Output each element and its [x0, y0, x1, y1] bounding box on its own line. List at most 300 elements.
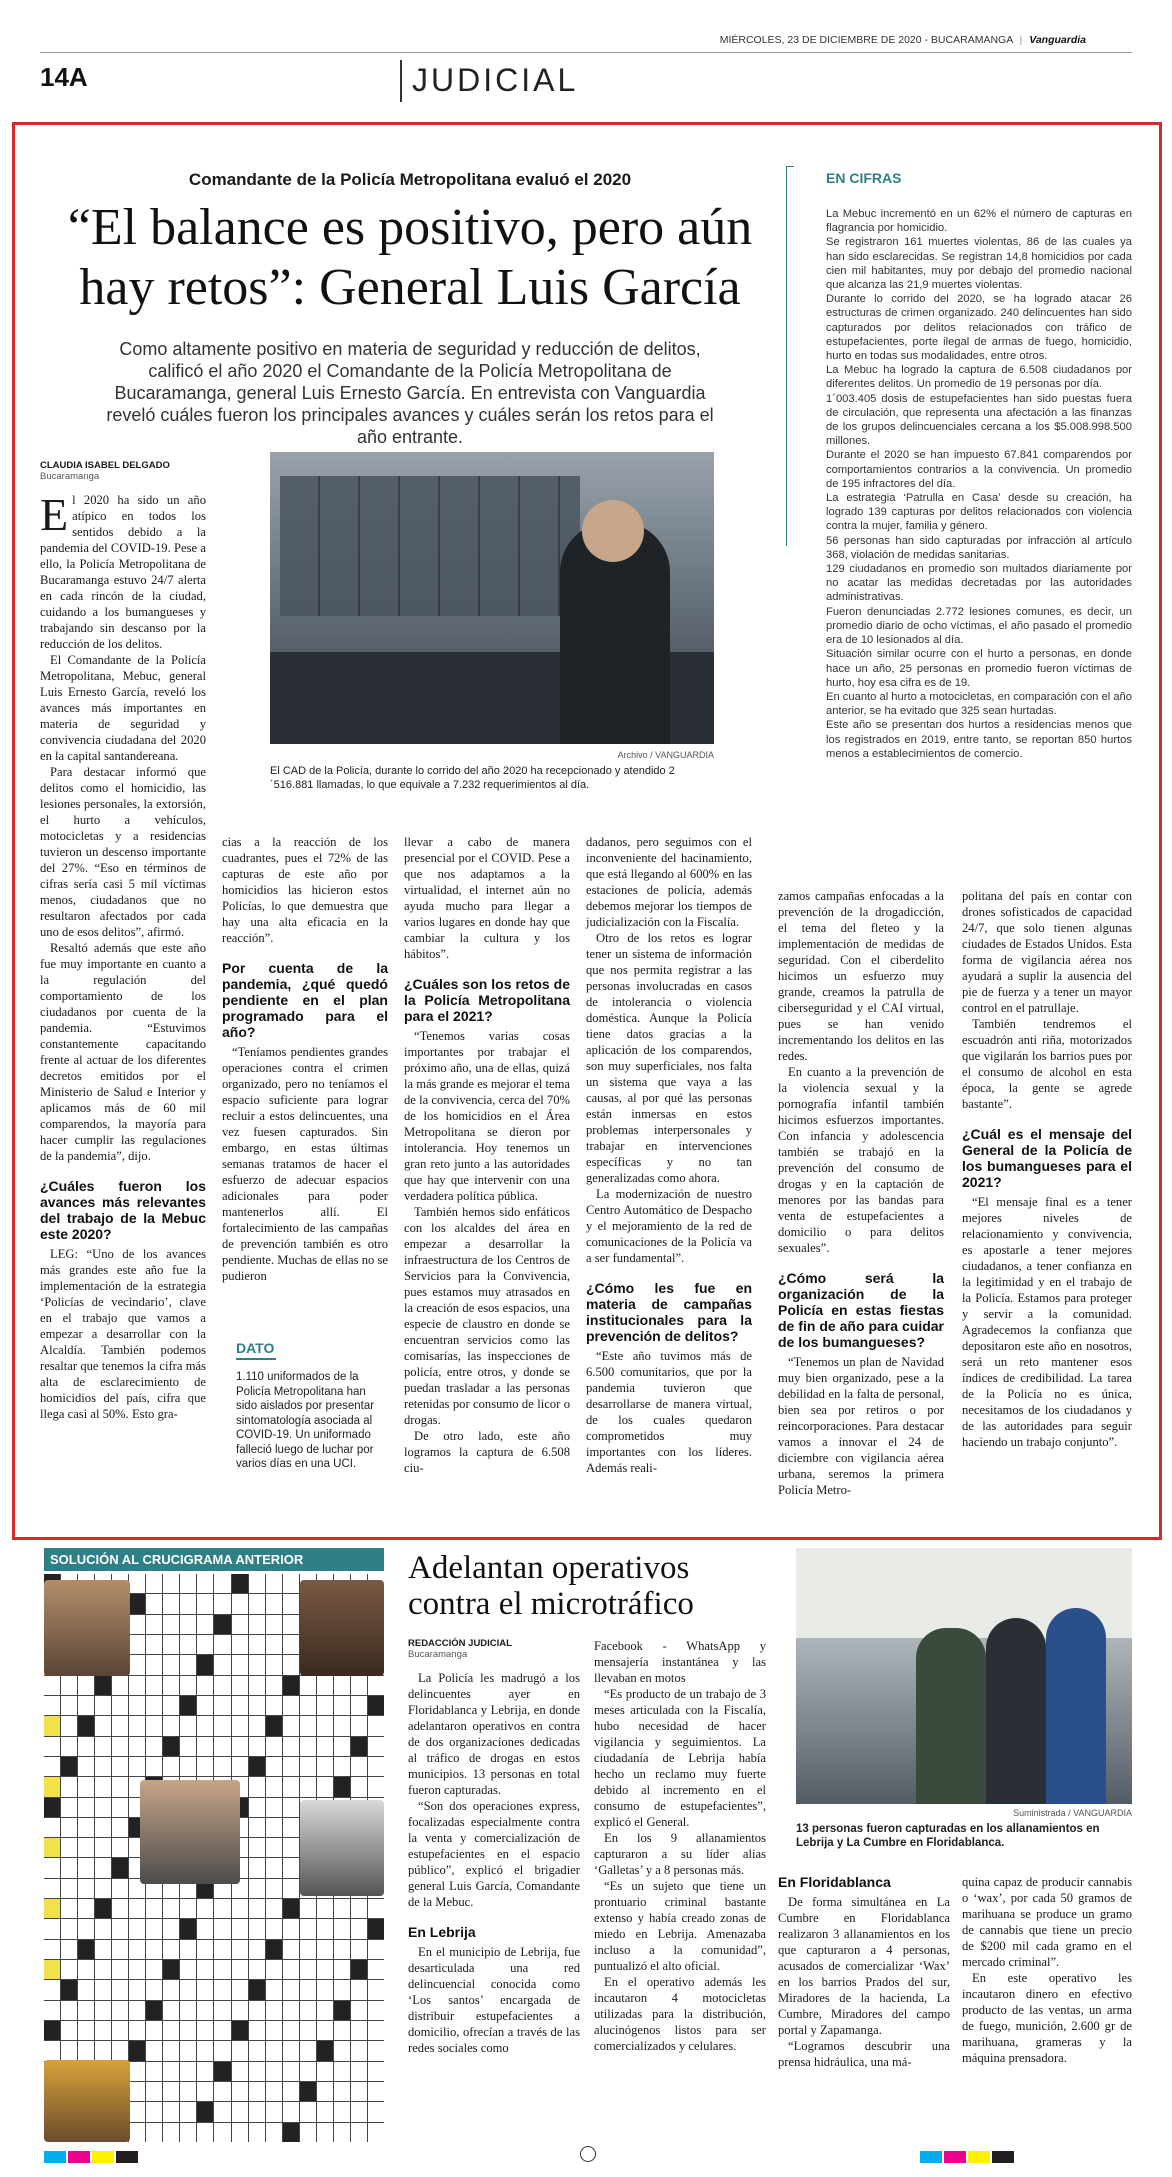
crossword-cell — [197, 1940, 213, 1959]
crossword-cell — [44, 2001, 60, 2020]
crossword-cell — [334, 1696, 350, 1715]
crossword-cell — [95, 1899, 111, 1918]
crossword-cell — [232, 1980, 248, 1999]
section-divider — [400, 60, 402, 102]
crossword-cell — [78, 1676, 94, 1695]
crossword-cell — [146, 2082, 162, 2101]
crossword-cell — [283, 1899, 299, 1918]
dato-rule — [236, 1358, 276, 1360]
crossword-cell — [249, 1798, 265, 1817]
crossword-cell — [368, 2001, 384, 2020]
crossword-cell — [146, 1696, 162, 1715]
crossword-cell — [317, 2041, 333, 2060]
crossword-cell — [197, 1919, 213, 1938]
crossword-cell — [112, 1838, 128, 1857]
crossword-cell — [334, 2082, 350, 2101]
crossword-cell — [163, 2123, 179, 2142]
article-column-5 — [778, 888, 944, 1498]
crossword-cell — [44, 1798, 60, 1817]
crossword-cell — [61, 2001, 77, 2020]
crossword-cell — [249, 2082, 265, 2101]
crossword-cell — [317, 2021, 333, 2040]
crossword-cell — [180, 1696, 196, 1715]
crossword-cell — [163, 1980, 179, 1999]
crossword-cell — [232, 2041, 248, 2060]
cifras-item: La Mebuc ha logrado la captura de 6.508 ciudadanos por diferentes delitos. Un promedio de 19 personas por día. — [826, 364, 1132, 391]
crossword-cell — [266, 2062, 282, 2081]
paragraph: “Teníamos pendientes grandes operaciones contra el crimen organizado, pero no teníamos el espacio suficiente para lograr recluir a estos delincuentes, una vez fuesen capturados. Sin embargo, en estas últimas semanas tratamos de hacer el esfuerzo de adecuar espacios adicionales para poder mantenerlos allí. El fortalecimiento de las campañas de prevención también es otro pendiente. Muchas de ellas no se pudieron — [222, 1045, 388, 1283]
crossword-cell — [44, 1696, 60, 1715]
crossword-cell — [44, 2021, 60, 2040]
officer-1 — [916, 1628, 986, 1804]
crossword-cell — [78, 1980, 94, 1999]
crossword-cell — [129, 1960, 145, 1979]
crossword-cell — [249, 1696, 265, 1715]
crossword-cell — [283, 1655, 299, 1674]
paragraph: Facebook - WhatsApp y mensajería instantánea y las llevaban en motos — [594, 1639, 766, 1685]
crossword-cell — [112, 2041, 128, 2060]
crossword-cell — [300, 1757, 316, 1776]
crossword-cell — [61, 1696, 77, 1715]
crossword-cell — [129, 2041, 145, 2060]
crossword-cell — [249, 1594, 265, 1613]
crossword-cell — [317, 1696, 333, 1715]
crossword-cell — [283, 1594, 299, 1613]
crossword-cell — [368, 1757, 384, 1776]
crossword-cell — [146, 1980, 162, 1999]
crossword-cell — [180, 1960, 196, 1979]
color-registration-left — [44, 2150, 140, 2168]
crossword-cell — [197, 1716, 213, 1735]
crossword-cell — [300, 2041, 316, 2060]
crossword-cell — [283, 1838, 299, 1857]
crossword-cell — [129, 1635, 145, 1654]
crossword-cell — [129, 1716, 145, 1735]
crossword-cell — [44, 1980, 60, 1999]
main-photo-credit: Archivo / VANGUARDIA — [617, 750, 714, 760]
dateline: MIÉRCOLES, 23 DE DICIEMBRE DE 2020 - BUCARAMANGA | Vanguardia — [719, 34, 1086, 46]
crossword-cell — [283, 2001, 299, 2020]
crossword-cell — [283, 1676, 299, 1695]
crossword-cell — [129, 1919, 145, 1938]
crossword-cell — [266, 1777, 282, 1796]
crossword-cell — [283, 2062, 299, 2081]
crossword-cell — [95, 1818, 111, 1837]
crossword-cell — [283, 1858, 299, 1877]
crossword-cell — [78, 1879, 94, 1898]
crossword-cell — [44, 2041, 60, 2060]
main-photo-caption: El CAD de la Policía, durante lo corrido del año 2020 ha recepcionado y atendido 2´516.881 llamadas, lo que equivale a 7.232 requerimientos al día. — [270, 765, 675, 791]
crossword-cell — [334, 2001, 350, 2020]
crossword-cell — [197, 1757, 213, 1776]
second-column-2 — [594, 1638, 766, 2054]
crossword-cell — [283, 1940, 299, 1959]
crossword-cell — [95, 1696, 111, 1715]
paragraph: En este operativo les incautaron dinero en efectivo producto de las ventas, un arma de fuego, munición, 2.600 gr de marihuana, grameras y la máquina prensadora. — [962, 1971, 1132, 2065]
crossword-cell — [78, 1858, 94, 1877]
crossword-cell — [232, 1615, 248, 1634]
crossword-cell — [78, 1940, 94, 1959]
crossword-cell — [214, 2082, 230, 2101]
crossword-cell — [129, 1574, 145, 1593]
cifras-item: Situación similar ocurre con el hurto a personas, en donde hace un año, 25 personas en promedio fueron víctimas de hurto, hoy esa cifra es de 19. — [826, 648, 1132, 689]
crossword-cell — [351, 2021, 367, 2040]
paragraph: “El mensaje final es a tener mejores niveles de relacionamiento y convivencia, es apostarle a tener mejores ciudadanos, a tener confianza en la legitimidad y en el trabajo de la Policía. Estamos para proteger y servir a la comunidad. Agradecemos la confianza que depositaron este año en nosotros, será un reto mantener esos índices de credibilidad. La tarea de la Policía no es única, necesitamos de los ciudadanos y de las autoridades para seguir haciendo un trabajo conjunto”. — [962, 1195, 1132, 1449]
cifras-item: Fueron denunciadas 2.772 lesiones comunes, es decir, un promedio diario de ocho víctimas, el año pasado el promedio era de 10 lesionados al día. — [826, 605, 1132, 647]
crossword-cell — [44, 1919, 60, 1938]
crossword-cell — [163, 1757, 179, 1776]
crossword-cell — [112, 1777, 128, 1796]
byline-name: CLAUDIA ISABEL DELGADO — [40, 460, 170, 471]
crossword-cell — [146, 1919, 162, 1938]
crossword-cell — [163, 2102, 179, 2121]
crossword-cell — [180, 1757, 196, 1776]
crossword-cell — [78, 1899, 94, 1918]
crossword-cell — [146, 1594, 162, 1613]
crossword-cell — [232, 2021, 248, 2040]
crossword-cell — [44, 1879, 60, 1898]
crossword-cell — [214, 1696, 230, 1715]
crossword-cell — [78, 1960, 94, 1979]
crossword-cell — [180, 1635, 196, 1654]
crossword-cell — [266, 1635, 282, 1654]
crossword-cell — [197, 1574, 213, 1593]
paragraph: También hemos sido enfáticos con los alcaldes del área en empezar a desarrollar la infraestructura de los Centros de Servicios para la Convivencia, pues estamos muy atrasados en la creación de esos espacios, una especie de claustro en donde se encuentran servicios como las comisarías, las inspecciones de policía, entre otros, y donde se puedan trasladar a las personas retenidas por consumo de licor o drogas. — [404, 1205, 570, 1427]
crossword-cell — [95, 1676, 111, 1695]
crossword-cell — [334, 1737, 350, 1756]
crossword-cell — [232, 1737, 248, 1756]
paragraph: Para destacar informó que delitos como el homicidio, las lesiones personales, la extorsión, el hurto a vehículos, motocicletas y a residencias tuvieron un descenso importante del 27%. “Eso en términos de cifras sería casi 5 mil víctimas menos, ciudadanos que no resultaron afectados por cada uno de esos delitos”, afirmó. — [40, 765, 206, 939]
crossword-cell — [214, 1655, 230, 1674]
dropcap: E — [40, 489, 69, 540]
crossword-cell — [283, 1757, 299, 1776]
officer-head — [582, 500, 644, 562]
crossword-cell — [44, 1940, 60, 1959]
crossword-cell — [214, 2102, 230, 2121]
crossword-cell — [368, 2102, 384, 2121]
crossword-cell — [214, 1960, 230, 1979]
crossword-cell — [351, 1737, 367, 1756]
crossword-cell — [180, 2021, 196, 2040]
crossword-cell — [214, 2123, 230, 2142]
crossword-cell — [334, 2102, 350, 2121]
crossword-cell — [266, 1574, 282, 1593]
crossword-cell — [163, 1574, 179, 1593]
crossword-cell — [283, 2123, 299, 2142]
crossword-cell — [180, 1716, 196, 1735]
second-column-4 — [962, 1874, 1132, 2066]
crossword-cell — [266, 2102, 282, 2121]
crossword-cell — [163, 1737, 179, 1756]
crossword-cell — [300, 1899, 316, 1918]
subhead-question: ¿Cómo les fue en materia de campañas institucionales para la prevención de delitos? — [586, 1280, 752, 1344]
crossword-cell — [368, 1777, 384, 1796]
crossword-cell — [317, 1777, 333, 1796]
crossword-cell — [197, 1676, 213, 1695]
crossword-cell — [232, 1635, 248, 1654]
crossword-cell — [334, 1757, 350, 1776]
crossword-cell — [249, 2001, 265, 2020]
crossword-cell — [163, 1940, 179, 1959]
paragraph: quina capaz de producir cannabis o ‘wax’, por cada 50 gramos de marihuana se produce un gramo de cannabis que tiene un precio de $200 mil cada gramo en el mercado criminal”. — [962, 1875, 1132, 1969]
crossword-cell — [95, 2041, 111, 2060]
crossword-cell — [266, 2021, 282, 2040]
crossword-cell — [300, 1919, 316, 1938]
crossword-cell — [146, 1716, 162, 1735]
crossword-cell — [249, 1757, 265, 1776]
crossword-cell — [317, 2102, 333, 2121]
crossword-cell — [214, 1737, 230, 1756]
crossword-cell — [78, 1696, 94, 1715]
article-column-3 — [404, 834, 570, 1476]
crossword-cell — [112, 1899, 128, 1918]
crossword-cell — [368, 1980, 384, 1999]
crossword-cell — [317, 1757, 333, 1776]
crossword-cell — [266, 2123, 282, 2142]
paragraph: llevar a cabo de manera presencial por el COVID. Pese a que nos adaptamos a la virtualidad, el internet aún no ayuda mucho para llegar a varios lugares en donde hay que cambiar la cultura y los hábitos”. — [404, 835, 570, 961]
crossword-cell — [334, 1899, 350, 1918]
crossword-cell — [197, 1655, 213, 1674]
crossword-cell — [95, 2001, 111, 2020]
crossword-cell — [61, 1960, 77, 1979]
dato-box — [236, 1340, 386, 1472]
crossword-cell — [249, 1879, 265, 1898]
crossword-cell — [180, 2041, 196, 2060]
crossword-cell — [78, 2041, 94, 2060]
crossword-cell — [351, 2062, 367, 2081]
headline: “El balance es positivo, pero aún hay retos”: General Luis García — [67, 199, 753, 316]
crossword-cell — [146, 2123, 162, 2142]
crossword-cell — [232, 1676, 248, 1695]
crossword-cell — [112, 1879, 128, 1898]
crossword-cell — [249, 1960, 265, 1979]
crossword-cell — [283, 1980, 299, 1999]
crossword-cell — [351, 2001, 367, 2020]
crossword-cell — [283, 1737, 299, 1756]
crossword-cell — [334, 1960, 350, 1979]
crossword-cell — [214, 2001, 230, 2020]
main-photo — [270, 452, 714, 744]
crossword-cell — [214, 1919, 230, 1938]
crossword-cell — [266, 1676, 282, 1695]
second-byline-name: REDACCIÓN JUDICIAL — [408, 1638, 512, 1649]
cifras-item: Este año se presentan dos hurtos a residencias menos que los registrados en 2019, entre tanto, se reportan 850 hurtos menos a establecimientos de comercio. — [826, 719, 1132, 760]
crossword-cell — [78, 1919, 94, 1938]
crossword-cell — [61, 2021, 77, 2040]
crossword-cell — [112, 2001, 128, 2020]
crossword-cell — [214, 2041, 230, 2060]
crossword-cell — [266, 1960, 282, 1979]
crossword-cell — [95, 1757, 111, 1776]
crossword-cell — [266, 1858, 282, 1877]
crossword-cell — [351, 1960, 367, 1979]
crossword-cell — [197, 1615, 213, 1634]
page-number: 14A — [40, 62, 88, 92]
cifras-item: Durante lo corrido del 2020, se ha logrado atacar 26 estructuras de crimen organizado. 240 delincuentes han sido capturados por delitos relacionados con tráfico de estupefacientes, porte ilegal de armas de fuego, homicidio, hurto en todas sus modalidades, entre otros. — [826, 293, 1132, 363]
crossword-cell — [249, 2041, 265, 2060]
crossword-photo-3 — [140, 1780, 240, 1884]
byline — [40, 460, 200, 482]
suspect — [1046, 1608, 1106, 1804]
video-wall — [280, 476, 580, 616]
paragraph: “Es producto de un trabajo de 3 meses articulada con la Fiscalía, hubo necesidad de hacer vigilancia y seguimientos. La ciudadanía de Lebrija había hecho un reclamo muy fuerte debido al incremento en el consumo de estupefacientes”, explicó el General. — [594, 1687, 766, 1829]
crossword-cell — [249, 1838, 265, 1857]
crossword-cell — [300, 1696, 316, 1715]
crossword-cell — [368, 1737, 384, 1756]
crossword-cell — [44, 1818, 60, 1837]
crossword-cell — [317, 2123, 333, 2142]
crossword-cell — [300, 1676, 316, 1695]
crossword-cell — [317, 1980, 333, 1999]
crossword-cell — [146, 2041, 162, 2060]
crossword-cell — [112, 1858, 128, 1877]
crossword-cell — [78, 1838, 94, 1857]
crossword-cell — [180, 1574, 196, 1593]
crossword-cell — [180, 1980, 196, 1999]
crossword-cell — [163, 1635, 179, 1654]
crossword-cell — [283, 1635, 299, 1654]
crossword-cell — [232, 2082, 248, 2101]
crossword-cell — [266, 1798, 282, 1817]
crossword-cell — [214, 2062, 230, 2081]
crossword-cell — [95, 1798, 111, 1817]
paragraph: En cuanto a la prevención de la violencia sexual y la pornografía infantil también hicimos esfuerzos importantes. Con infancia y adolescencia también se trabajó en la prevención del consumo de drogas y en la captación de menores por las bandas para venta de estupefacientes a domicilio o para delitos sexuales”. — [778, 1065, 944, 1255]
crossword-cell — [214, 1676, 230, 1695]
crossword-cell — [368, 1940, 384, 1959]
crossword-cell — [266, 1655, 282, 1674]
crossword-cell — [112, 1960, 128, 1979]
crossword-cell — [300, 1980, 316, 1999]
crossword-cell — [95, 1980, 111, 1999]
crossword-cell — [61, 1757, 77, 1776]
brand-logo: Vanguardia — [1029, 34, 1086, 46]
crossword-cell — [129, 1737, 145, 1756]
crossword-cell — [146, 2021, 162, 2040]
crossword-cell — [146, 1960, 162, 1979]
crossword-cell — [180, 1594, 196, 1613]
officer-2 — [986, 1618, 1046, 1804]
crossword-cell — [283, 2102, 299, 2121]
crossword-cell — [112, 1757, 128, 1776]
subhead-question: ¿Cuáles fueron los avances más relevantes del trabajo de la Mebuc este 2020? — [40, 1178, 206, 1242]
crossword-cell — [61, 1676, 77, 1695]
crossword-cell — [180, 1899, 196, 1918]
crossword-cell — [129, 1980, 145, 1999]
crossword-cell — [78, 2021, 94, 2040]
crossword-cell — [214, 1899, 230, 1918]
paragraph: zamos campañas enfocadas a la prevención de la drogadicción, el tema del fleteo y la implementación de medidas de seguridad. Con el ciberdelito hicimos un esfuerzo muy grande, creamos la patrulla de ciberseguridad y el CAI virtual, pues se han venido incrementando los delitos en las redes. — [778, 889, 944, 1063]
subhead: En Floridablanca — [778, 1874, 891, 1890]
crossword-cell — [249, 2102, 265, 2121]
crossword-cell — [317, 2001, 333, 2020]
crossword-cell — [214, 1716, 230, 1735]
crossword-cell — [61, 1980, 77, 1999]
crossword-cell — [351, 1777, 367, 1796]
paragraph: De otro lado, este año logramos la captura de 6.508 ciu- — [404, 1429, 570, 1475]
crossword-cell — [368, 1716, 384, 1735]
crossword-cell — [214, 1594, 230, 1613]
crossword-cell — [214, 1757, 230, 1776]
crossword-cell — [300, 2001, 316, 2020]
cifras-rule — [786, 166, 787, 546]
crossword-cell — [334, 1676, 350, 1695]
crossword-cell — [78, 1777, 94, 1796]
crossword-cell — [300, 2062, 316, 2081]
crossword-cell — [163, 2082, 179, 2101]
crossword-cell — [163, 1696, 179, 1715]
crossword-cell — [129, 1940, 145, 1959]
crossword-cell — [146, 1737, 162, 1756]
crossword-cell — [180, 1676, 196, 1695]
paragraph: La Policía les madrugó a los delincuentes ayer en Floridablanca y Lebrija, en donde adelantaron operativos en contra de dos organizaciones dedicadas al tráfico de drogas en estos municipios. 13 personas en total fueron capturadas. — [408, 1671, 580, 1797]
crossword-cell — [163, 1919, 179, 1938]
kicker: Comandante de la Policía Metropolitana evaluó el 2020 — [188, 170, 632, 189]
crossword-cell — [334, 2062, 350, 2081]
paragraph: “Es un sujeto que tiene un prontuario criminal bastante extenso y había creado zonas de miedo en Lebrija. Amenazaba incluso a la comunidad”, puntualizó el alto oficial. — [594, 1879, 766, 1973]
crossword-photo-2 — [300, 1580, 384, 1676]
crossword-cell — [351, 2102, 367, 2121]
crossword-cell — [334, 1716, 350, 1735]
subhead-question: ¿Cómo será la organización de la Policía en estas fiestas de fin de año para cuidar de los bumangueses? — [778, 1270, 944, 1350]
crossword-cell — [95, 2021, 111, 2040]
crossword-cell — [232, 2123, 248, 2142]
crossword-cell — [351, 1696, 367, 1715]
crossword-cell — [368, 2082, 384, 2101]
crossword-cell — [44, 1757, 60, 1776]
crossword-cell — [61, 1798, 77, 1817]
crossword-cell — [95, 1716, 111, 1735]
crossword-cell — [368, 1919, 384, 1938]
crossword-cell — [283, 1574, 299, 1593]
crossword-cell — [283, 1696, 299, 1715]
crossword-cell — [351, 1716, 367, 1735]
crossword-cell — [180, 1737, 196, 1756]
crossword-cell — [146, 1940, 162, 1959]
crossword-cell — [163, 2001, 179, 2020]
crossword-cell — [112, 1737, 128, 1756]
crossword-cell — [129, 1655, 145, 1674]
crossword-cell — [112, 1818, 128, 1837]
color-registration-right — [920, 2150, 1016, 2168]
crossword-cell — [266, 1980, 282, 1999]
dato-text: 1.110 uniformados de la Policía Metropolitana han sido aislados por presentar sintomatología asociada al COVID-19. Un uniformado falleció luego de luchar por varios días en una UCI. — [236, 1371, 375, 1470]
crossword-cell — [214, 1940, 230, 1959]
crossword-cell — [197, 1696, 213, 1715]
crossword-cell — [249, 1980, 265, 1999]
crossword-cell — [78, 1737, 94, 1756]
crossword-cell — [351, 2123, 367, 2142]
crossword-cell — [283, 1798, 299, 1817]
crossword-cell — [351, 1919, 367, 1938]
second-byline — [408, 1638, 512, 1660]
crossword-cell — [197, 1635, 213, 1654]
crossword-cell — [232, 2001, 248, 2020]
paragraph: En el municipio de Lebrija, fue desarticulada una red delincuencial conocida como ‘Los santos’ encargada de distribuir estupefacientes a domicilio, ofrecían a través de las redes sociales como — [408, 1945, 580, 2055]
crossword-cell — [146, 1635, 162, 1654]
paragraph: De forma simultánea en La Cumbre en Floridablanca realizaron 3 allanamientos en los que capturaron a 4 personas, acusados de comercializar ‘Wax’ en los barrios Prados del sur, Miradores de la hacienda, La Cumbre, Miradores del campo portal y Zapamanga. — [778, 1895, 950, 2037]
crossword-cell — [163, 2021, 179, 2040]
crossword-cell — [95, 1879, 111, 1898]
section-title: JUDICIAL — [412, 62, 579, 98]
crossword-cell — [112, 2021, 128, 2040]
crossword-cell — [266, 1818, 282, 1837]
crossword-cell — [197, 2123, 213, 2142]
crossword-cell — [249, 1676, 265, 1695]
crossword-cell — [334, 1940, 350, 1959]
header-rule — [40, 52, 1132, 53]
crossword-cell — [146, 1655, 162, 1674]
crossword-cell — [129, 1899, 145, 1918]
